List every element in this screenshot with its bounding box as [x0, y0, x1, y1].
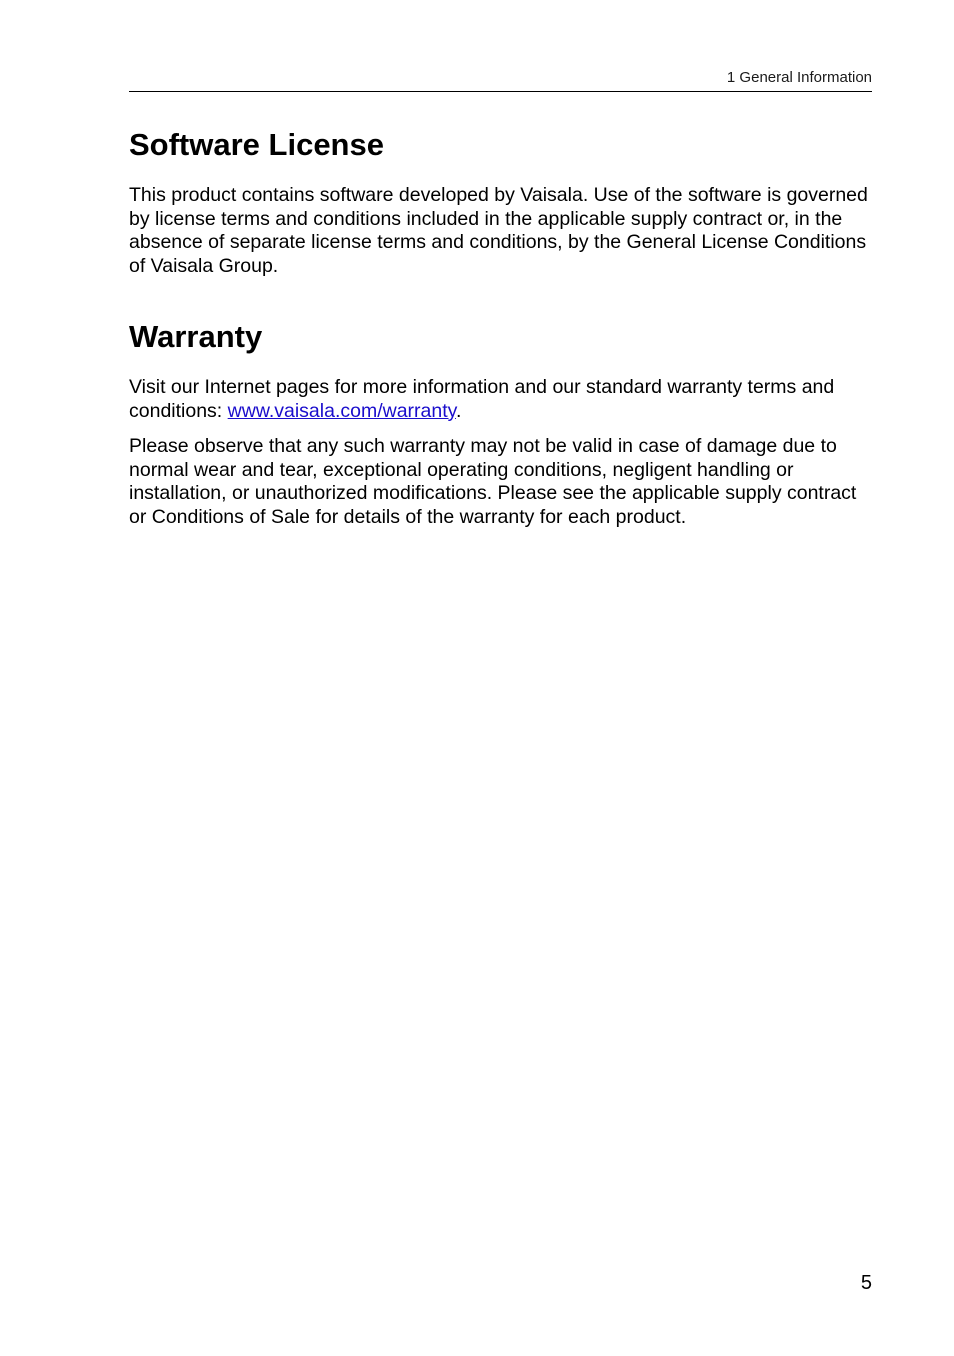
warranty-heading: Warranty — [129, 319, 263, 354]
warranty-paragraph-1-text: Visit our Internet pages for more information and our standard warranty terms and conditions: — [129, 376, 835, 422]
software-license-heading: Software License — [129, 127, 384, 162]
page-number: 5 — [860, 1272, 872, 1294]
warranty-paragraph-1-end: . — [455, 399, 462, 422]
warranty-paragraph-2: Please observe that any such warranty may not be valid in case of damage due to normal wear and tear, exceptional operating conditions, negligent handling or installation, or unauthorized modifications. Please see the applicable supply contract or Conditions of Sale for details of the warranty for each product. — [129, 435, 857, 528]
running-header: 1 General Information — [726, 69, 872, 86]
header-divider — [129, 91, 872, 92]
software-license-paragraph: This product contains software developed by Vaisala. Use of the software is governed by license terms and conditions included in the applicable supply contract or, in the absence of separate license terms and conditions, by the General License Conditions of Vaisala Group. — [129, 184, 868, 277]
warranty-paragraph-1 — [129, 376, 872, 423]
warranty-link[interactable]: www.vaisala.com/warranty — [227, 399, 456, 422]
page-content — [129, 124, 872, 529]
